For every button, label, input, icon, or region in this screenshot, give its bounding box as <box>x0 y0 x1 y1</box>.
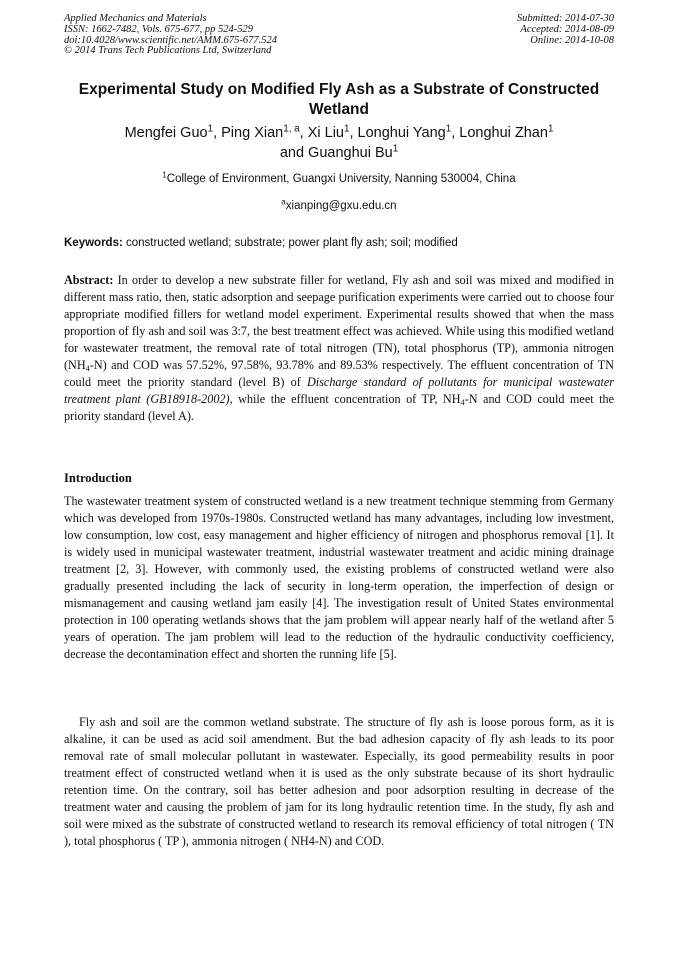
affiliation-text: College of Environment, Guangxi University, Nanning 530004, China <box>166 173 516 185</box>
subscript: 4 <box>460 398 465 408</box>
paper-title: Experimental Study on Modified Fly Ash as a Substrate of Constructed Wetland <box>78 81 600 118</box>
author-affiliation-mark: 1 <box>547 123 554 135</box>
author-separator: , <box>349 125 358 141</box>
publication-dates <box>414 14 614 46</box>
journal-doi: doi:10.4028/www.scientific.net/AMM.675-677.524 <box>64 34 277 46</box>
email-mark: a <box>281 197 286 207</box>
keywords-text: constructed wetland; substrate; power plant fly ash; soil; modified <box>122 237 458 249</box>
abstract-text: In order to develop a new substrate filler for wetland, Fly ash and soil was mixed and modified in different mass ratio, then, static adsorption and seepage purification experiments were carried out to choose four appropriate modified fillers for wetland model experiment. Experimental results showed that when the mass proportion of fly ash and soil was 3:7, the best treatment effect was achieved. While using this modified wetland for wastewater treatment, the removal rate of total nitrogen (TN), total phosphorus (TP), ammonia nitrogen (NH <box>64 273 614 373</box>
subscript: 4 <box>85 364 90 374</box>
author-affiliation-mark: 1 <box>392 143 399 155</box>
author-name: Mengfei Guo <box>124 125 208 141</box>
date-accepted: Accepted: 2014-08-09 <box>520 23 614 35</box>
abstract <box>64 272 614 425</box>
keywords <box>64 236 614 251</box>
author-name: Longhui Yang <box>357 125 446 141</box>
abstract-text: -N) and COD was 57.52%, 97.58%, 93.78% and 89.53% respectively. The effluent concentration of TN could meet the priority standard (level B) of <box>64 358 614 390</box>
introduction-paragraph: The wastewater treatment system of constructed wetland is a new treatment technique stemming from Germany which was developed from 1970s-1980s. Constructed wetland has many advantages, including low investment, low consumption, low cost, easy management and higher efficiency of nitrogen and phosphorus removal [1]. It is widely used in municipal wastewater treatment, industrial wastewater treatment and acidic mining drainage treatment [2, 3]. However, with commonly used, the existing problems of constructed wetland were also gradually presented including the lack of security in long-term operation, the imperfection of design or mismanagement and causing wetland jam easily [4]. The investigation result of United States environmental protection in 100 operating wetlands shows that the jam problem will appear nearly half of the wetland after 5 years of operation. The jam problem will lead to the reduction of the hydraulic conductivity coefficiency, decrease the decontamination effect and shorten the running life [5]. <box>64 494 614 662</box>
author-name: Longhui Zhan <box>459 125 548 141</box>
keywords-label: Keywords: <box>64 237 123 249</box>
author-list <box>64 123 614 163</box>
journal-copyright: © 2014 Trans Tech Publications Ltd, Switzerland <box>64 45 272 57</box>
affiliation <box>64 172 614 187</box>
date-online: Online: 2014-10-08 <box>530 34 614 46</box>
author-affiliation-mark: 1, a <box>283 123 300 135</box>
author-affiliation-mark: 1 <box>343 123 350 135</box>
journal-issn: ISSN: 1662-7482, Vols. 675-677, pp 524-529 <box>64 23 253 35</box>
introduction-paragraph: Fly ash and soil are the common wetland substrate. The structure of fly ash is loose porous form, as it is alkaline, it can be used as acid soil amendment. But the bad adhesion capacity of fly ash leads to its poor removal rate of small molecular pollutant in wastewater. Especially, its good permeability results in poor treatment effect of constructed wetland when it is used as the only substrate because of its short hydraulic retention time. On the contrary, soil has better adhesion and poor adsorption resulting in decrease of the treatment water and causing the problem of jam for its long hydraulic retention time. In the study, fly ash and soil were mixed as the substrate of constructed wetland to research its removal efficiency of total nitrogen ( TN ), total phosphorus ( TP ), ammonia nitrogen ( NH4-N) and COD. <box>64 715 614 849</box>
author-name: Guanghui Bu <box>308 145 393 161</box>
author-separator: , <box>213 125 222 141</box>
affiliation-mark: 1 <box>162 170 167 180</box>
journal-header <box>64 14 364 57</box>
email-address: xianping@gxu.edu.cn <box>285 200 397 212</box>
journal-name: Applied Mechanics and Materials <box>64 13 207 24</box>
section-heading-introduction: Introduction <box>64 471 132 485</box>
corresponding-email <box>64 199 614 214</box>
abstract-text: , while the effluent concentration of TP, NH <box>229 392 461 407</box>
standard-title: Discharge standard of pollutants for municipal wastewater treatment plant (GB18918-2002) <box>64 375 614 407</box>
abstract-text: -N and COD could meet the priority standard (level A). <box>64 392 615 424</box>
author-name: Xi Liu <box>307 125 344 141</box>
author-separator: , <box>299 125 308 141</box>
author-name: Ping Xian <box>221 125 284 141</box>
author-affiliation-mark: 1 <box>445 123 452 135</box>
date-submitted: Submitted: 2014-07-30 <box>516 13 614 24</box>
abstract-label: Abstract: <box>64 273 114 287</box>
author-separator: , <box>451 125 460 141</box>
author-conjunction: and <box>279 145 309 161</box>
author-affiliation-mark: 1 <box>207 123 214 135</box>
